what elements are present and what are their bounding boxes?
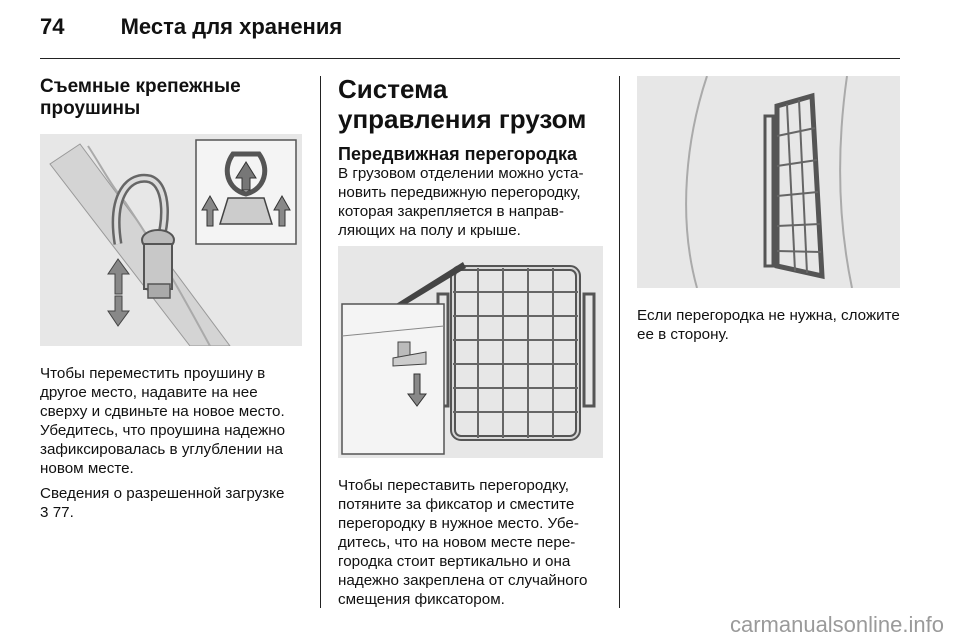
- column-right: [637, 76, 900, 350]
- paragraph-fold-partition: Если перегородка не нужна, сложите ее в сторону.: [637, 307, 900, 343]
- page-reference-link[interactable]: 77.: [52, 504, 74, 521]
- subheading-partition: Передвижная перегородка: [338, 144, 578, 164]
- column-left: [40, 76, 302, 528]
- page-title: Места для хранения: [120, 14, 343, 39]
- paragraph-partition-move: Чтобы переставить перегородку, потяните за фиксатор и сместите перегородку в нужное место. Убедитесь, что на новом месте перегородка стоит вертикально и она надежно закреплена от случайного смещения фиксатором.: [338, 477, 588, 608]
- header-divider: [40, 58, 900, 59]
- paragraph-load-info: [40, 484, 302, 522]
- load-info-text: Сведения о разрешенной загрузке: [40, 485, 285, 502]
- reference-arrow-icon: 3: [40, 504, 49, 521]
- watermark: carmanualsonline.info: [729, 612, 944, 637]
- paragraph-move-eye: Чтобы переместить проушину в другое место, надавите на нее сверху и сдвиньте на новое место. Убедитесь, что проушина надежно зафиксировалась в углублении на новом месте.: [40, 365, 286, 477]
- section-heading-tie-downs: Съемные крепежные проушины: [40, 76, 241, 119]
- section-heading-cargo-system: Система управления грузом: [338, 74, 587, 134]
- figure-partition-net: [338, 246, 603, 458]
- column-divider-1: [320, 76, 321, 608]
- paragraph-partition-intro: В грузовом отделении можно установить передвижную перегородку, которая закрепляется в направляющих на полу и крыше.: [338, 165, 584, 239]
- figure-partition-folded: [637, 76, 900, 288]
- page-number: 74: [40, 14, 65, 39]
- page-header: [40, 14, 342, 40]
- figure-tie-down-eye: [40, 134, 302, 346]
- column-divider-2: [619, 76, 620, 608]
- column-middle: [338, 76, 603, 615]
